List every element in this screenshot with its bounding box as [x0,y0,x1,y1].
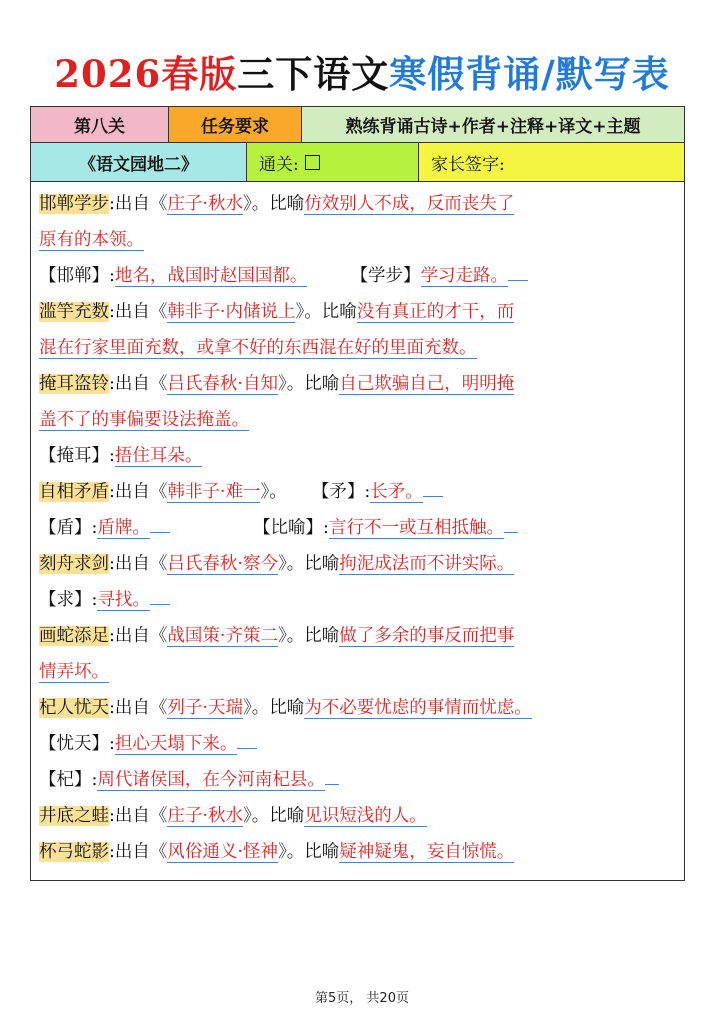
idiom-meaning: 为不必要忧虑的事情而忧虑。 [304,698,532,718]
entry-line: 杞人忧天:出自《列子·天瑞》。比喻为不必要忧虑的事情而忧虑。 [39,698,532,718]
entry-line [39,658,109,686]
idiom-meaning: 疑神疑鬼，妄自惊慌。 [339,842,515,862]
parent-signature-cell[interactable]: 家长签字: [419,143,684,181]
title-subject: 三下语文 [237,52,390,96]
page-title [0,44,724,98]
entry-line [39,226,144,254]
header-row-2 [30,143,685,182]
note-label: 【学步】 [350,266,421,286]
note-label: 【邯郸】: [39,266,115,286]
entry-line: 井底之蛙:出自《庄子·秋水》。比喻见识短浅的人。 [39,806,427,826]
pass-checkbox[interactable] [305,155,320,170]
idiom-term: 刻舟求剑 [39,554,109,574]
idiom-term: 杞人忧天 [39,698,109,718]
note-label: 【盾】: [39,518,98,538]
idiom-meaning: 原有的本领。 [39,230,144,250]
note-label: 【矛】: [311,482,371,502]
note-label: 【求】: [39,590,98,610]
idiom-term: 掩耳盗铃 [39,374,109,394]
note-line [39,262,528,290]
idiom-meaning: 拘泥成法而不讲实际。 [339,554,515,574]
note-line [39,586,170,614]
task-label-cell: 任务要求 [169,107,302,142]
note-text: 言行不一或互相抵触。 [328,518,504,538]
entry-line: 杯弓蛇影:出自《风俗通义·怪神》。比喻疑神疑鬼，妄自惊慌。 [39,842,515,862]
idiom-term: 画蛇添足 [39,626,109,646]
idiom-meaning: 混在行家里面充数，或拿不好的东西混在好的里面充数。 [39,338,477,358]
idiom-meaning: 仿效别人不成，反而丧失了 [304,194,515,214]
entry-line: 滥竽充数:出自《韩非子·内储说上》。比喻没有真正的才干，而 [39,302,515,322]
entry-line: 邯郸学步:出自《庄子·秋水》。比喻仿效别人不成，反而丧失了 [39,194,515,214]
entry-line: 自相矛盾:出自《韩非子·难一》。 【矛】:长矛。 [39,478,443,506]
note-text: 学习走路。 [420,266,509,286]
source-book: 战国策·齐策二 [167,626,278,646]
idiom-term: 邯郸学步 [39,194,109,214]
entry-line [39,334,477,362]
source-book: 庄子·秋水 [167,806,243,826]
source-book: 韩非子·内储说上 [167,302,296,322]
note-label: 【杞】: [39,770,98,790]
entry-line [39,406,249,434]
page-number: 第5页， 共20页 [315,991,409,1006]
note-label: 【掩耳】: [39,446,115,466]
note-text: 捂住耳朵。 [114,446,203,466]
pass-label: 通关: [259,154,299,175]
level-cell: 第八关 [31,107,169,142]
idiom-meaning: 情弄坏。 [39,662,109,682]
note-label: 【忧天】: [39,734,115,754]
note-text: 寻找。 [97,590,150,610]
idiom-meaning: 盖不了的事偏要设法掩盖。 [39,410,249,430]
note-line [39,766,339,794]
entry-line: 掩耳盗铃:出自《吕氏春秋·自知》。比喻自己欺骗自己，明明掩 [39,374,515,394]
idiom-term: 井底之蛙 [39,806,109,826]
idiom-meaning: 自己欺骗自己，明明掩 [339,374,515,394]
header-row-1 [30,106,685,143]
note-label: 【比喻】: [253,518,329,538]
idiom-term: 杯弓蛇影 [39,842,109,862]
pass-cell [247,143,419,181]
idiom-meaning: 做了多余的事反而把事 [339,626,515,646]
idiom-meaning: 没有真正的才干，而 [356,302,515,322]
recitation-table-body [30,182,685,881]
entry-line: 画蛇添足:出自《战国策·齐策二》。比喻做了多余的事反而把事 [39,626,515,646]
unit-cell: 《语文园地二》 [31,143,247,181]
note-line [39,514,518,542]
source-book: 列子·天瑞 [167,698,243,718]
note-line [39,442,202,470]
source-book: 吕氏春秋·察今 [167,554,278,574]
idiom-term: 滥竽充数 [39,302,109,322]
entry-line: 刻舟求剑:出自《吕氏春秋·察今》。比喻拘泥成法而不讲实际。 [39,554,515,574]
source-book: 吕氏春秋·自知 [167,374,278,394]
requirement-cell: 熟练背诵古诗+作者+注释+译文+主题 [302,107,684,142]
source-book: 庄子·秋水 [167,194,243,214]
title-year: 2026 [54,52,162,96]
source-book: 风俗通义·怪神 [167,842,278,862]
title-topic: 寒假背诵/默写表 [389,52,670,96]
source-book: 韩非子·难一 [167,482,261,502]
note-text: 长矛。 [370,482,423,502]
note-line [39,730,257,758]
idiom-meaning: 见识短浅的人。 [304,806,427,826]
idiom-term: 自相矛盾 [39,482,109,502]
note-text: 盾牌。 [97,518,150,538]
note-text: 地名，战国时赵国国都。 [114,266,308,286]
note-text: 周代诸侯国，在今河南杞县。 [97,770,325,790]
title-edition: 春版 [161,52,238,96]
note-text: 担心天塌下来。 [114,734,238,754]
